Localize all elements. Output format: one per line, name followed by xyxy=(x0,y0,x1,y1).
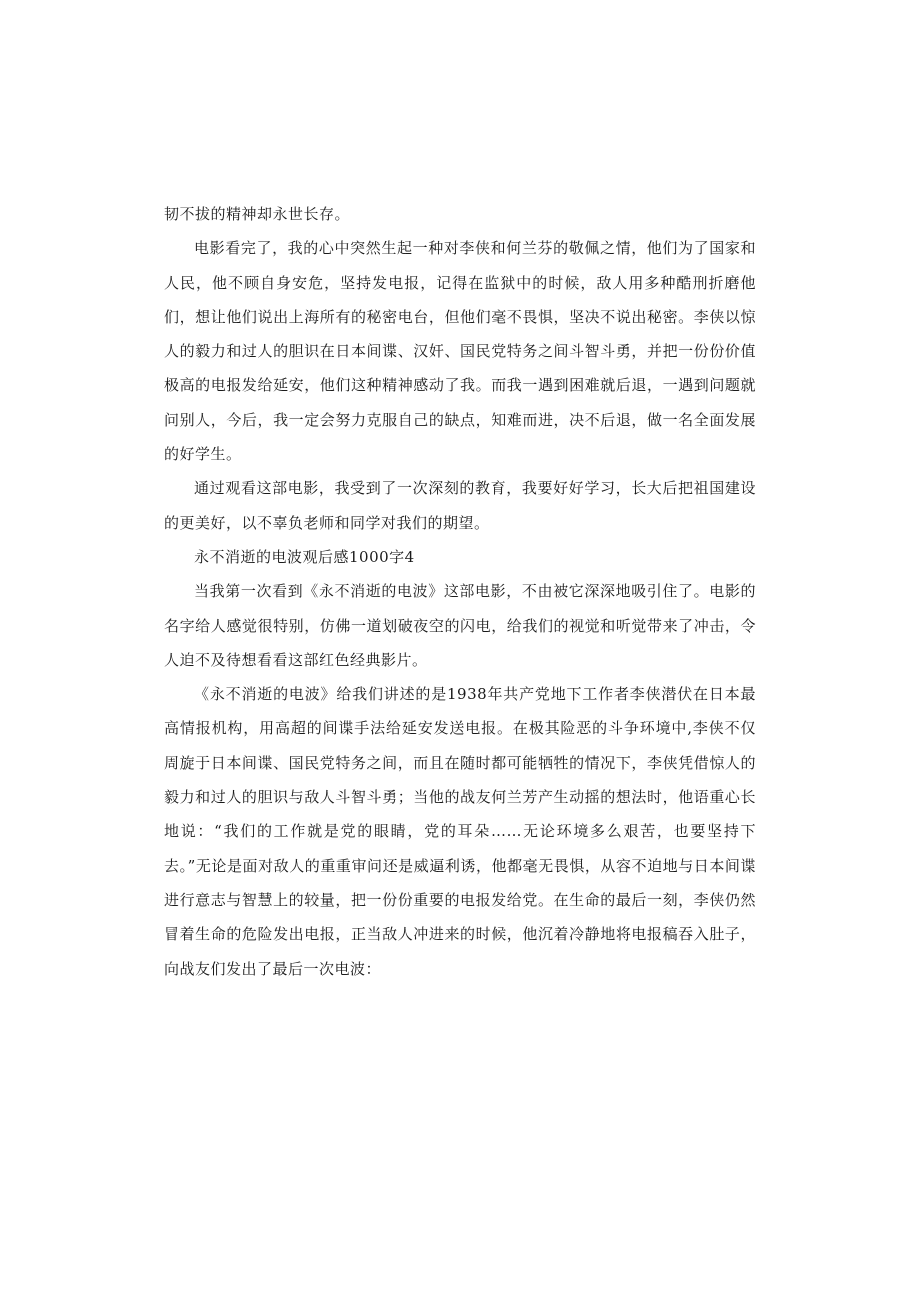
paragraph-body: 通过观看这部电影，我受到了一次深刻的教育，我要好好学习，长大后把祖国建设的更美好，以不辜负老师和同学对我们的期望。 xyxy=(164,479,756,532)
paragraph-body: 电影看完了，我的心中突然生起一种对李侠和何兰芬的敬佩之情，他们为了国家和人民，他不顾自身安危，坚持发电报，记得在监狱中的时候，敌人用多种酷刑折磨他们，想让他们说出上海所有的秘密电台，但他们毫不畏惧，坚决不说出秘密。李侠以惊人的毅力和过人的胆识在日本间谍、汉奸、国民党特务之间斗智斗勇，并把一份份价值极高的电报发给延安，他们这种精神感动了我。而我一遇到困难就后退，一遇到问题就问别人，今后，我一定会努力克服自己的缺点，知难而进，决不后退，做一名全面发展的好学生。 xyxy=(164,239,756,464)
paragraph-continuation: 韧不拔的精神却永世长存。 xyxy=(164,205,351,223)
section-heading: 永不消逝的电波观后感1000字4 xyxy=(194,547,415,566)
document-body xyxy=(164,197,756,986)
paragraph-body: 当我第一次看到《永不消逝的电波》这部电影，不由被它深深地吸引住了。电影的名字给人感觉很特别，仿佛一道划破夜空的闪电，给我们的视觉和听觉带来了冲击，令人迫不及待想看看这部红色经典影片。 xyxy=(164,582,756,669)
paragraph-body: 《永不消逝的电波》给我们讲述的是1938年共产党地下工作者李侠潜伏在日本最高情报机构，用高超的间谍手法给延安发送电报。在极其险恶的斗争环境中,李侠不仅周旋于日本间谍、国民党特务之间，而且在随时都可能牺牲的情况下，李侠凭借惊人的毅力和过人的胆识与敌人斗智斗勇；当他的战友何兰芳产生动摇的想法时，他语重心长地说：“我们的工作就是党的眼睛，党的耳朵……无论环境多么艰苦，也要坚持下去。”无论是面对敌人的重重审问还是威逼利诱，他都毫无畏惧，从容不迫地与日本间谍进行意志与智慧上的较量，把一份份重要的电报发给党。在生命的最后一刻，李侠仍然冒着生命的危险发出电报，正当敌人冲进来的时候，他沉着冷静地将电报稿吞入肚子，向战友们发出了最后一次电波： xyxy=(164,685,756,978)
